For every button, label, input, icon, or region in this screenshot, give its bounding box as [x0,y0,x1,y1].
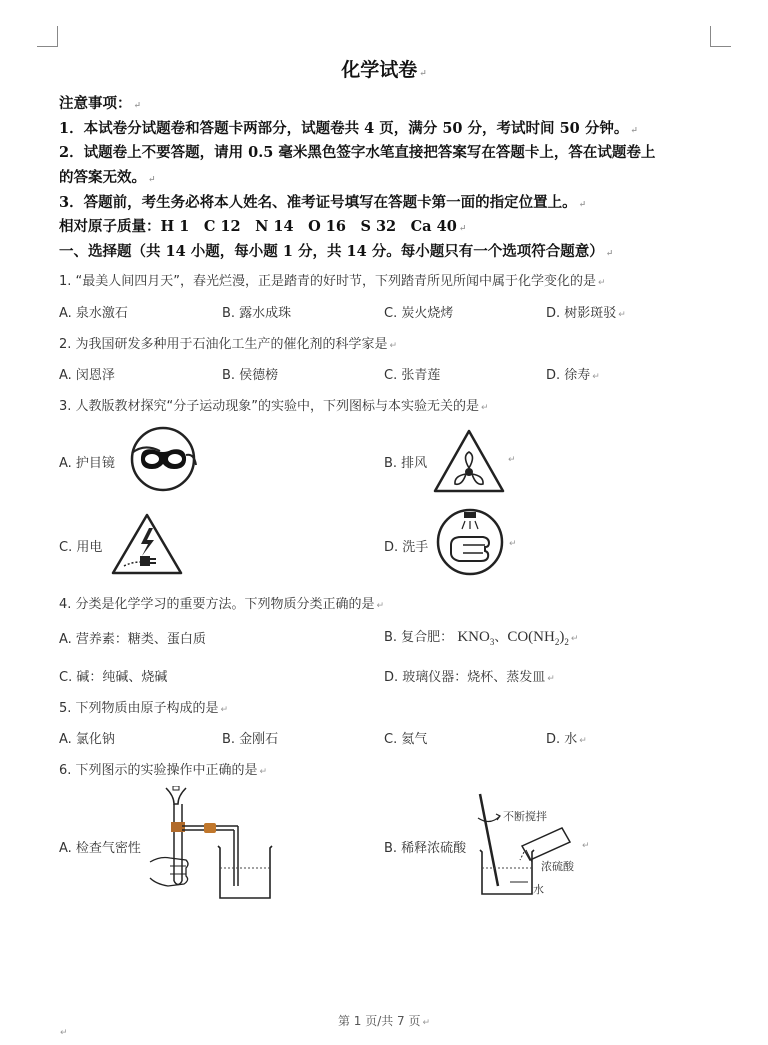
atomic-mass: 相对原子质量：H 1 C 12 N 14 O 16 S 32 Ca 40 ↵ [59,218,467,235]
notice-heading: 注意事项： ↵ [59,95,142,112]
electrical-hazard-icon [110,512,184,576]
end-para-mark: ↵ [60,1028,68,1038]
q3-option-a[interactable]: A. 护目镜 [59,456,115,471]
q1-option-d[interactable]: D. 树影斑驳 ↵ [546,306,626,321]
q2-option-c[interactable]: C. 张青莲 [384,368,441,383]
q3-b-para-mark: ↵ [508,455,516,465]
crop-mark-top-left [37,26,58,47]
notice-item-1: 1．本试卷分试题卷和答题卡两部分，试题卷共 4 页，满分 50 分，考试时间 50 分钟。 ↵ [59,120,638,137]
question-3-stem: 3. 人教版教材探究“分子运动现象”的实验中，下列图标与本实验无关的是 ↵ [59,399,489,414]
q3-d-para-mark: ↵ [509,539,517,549]
question-5-stem: 5. 下列物质由原子构成的是 ↵ [59,701,229,716]
q6-option-a[interactable]: A. 检查气密性 [59,841,141,856]
formula-kno3: $KNO_3$ [457,629,495,647]
label-concentrated-acid: 浓硫酸 [541,860,574,873]
dilute-sulfuric-acid-diagram [470,790,590,898]
label-stir: 不断搅拌 [503,810,547,823]
q5-option-b[interactable]: B. 金刚石 [222,732,279,747]
section-heading: 一、选择题（共 14 小题，每小题 1 分，共 14 分。每小题只有一个选项符合题意） ↵ [59,243,614,260]
question-2-stem: 2. 为我国研发多种用于石油化工生产的催化剂的科学家是 ↵ [59,337,398,352]
question-1-stem: 1. “最美人间四月天”，春光烂漫，正是踏青的好时节，下列踏青所见所闻中属于化学变化的是 ↵ [59,274,606,289]
q3-option-c[interactable]: C. 用电 [59,540,103,555]
notice-item-2-cont: 的答案无效。 ↵ [59,169,156,186]
question-6-stem: 6. 下列图示的实验操作中正确的是 ↵ [59,763,268,778]
label-water: 水 [533,883,544,896]
question-4-stem: 4. 分类是化学学习的重要方法。下列物质分类正确的是 ↵ [59,597,385,612]
notice-item-2: 2．试题卷上不要答题，请用 0.5 毫米黑色签字水笔直接把答案写在答题卡上，答在试题卷上 [59,144,656,161]
formula-urea: $CO(NH_2)_2$ [507,629,569,647]
exhaust-fan-icon [432,428,506,494]
q1-option-a[interactable]: A. 泉水激石 [59,306,128,321]
page-title: 化学试卷 ↵ [341,59,427,81]
notice-item-3: 3．答题前，考生务必将本人姓名、准考证号填写在答题卡第一面的指定位置上。 ↵ [59,194,587,211]
q5-option-a[interactable]: A. 氯化钠 [59,732,115,747]
q5-option-c[interactable]: C. 氦气 [384,732,428,747]
q2-option-a[interactable]: A. 闵恩泽 [59,368,115,383]
q4-option-b[interactable]: B. 复合肥： $KNO_3$、$CO(NH_2)_2$ ↵ [384,629,579,647]
crop-mark-top-right [710,26,731,47]
q1-option-c[interactable]: C. 炭火烧烤 [384,306,454,321]
q4-option-d[interactable]: D. 玻璃仪器：烧杯、蒸发皿 ↵ [384,670,555,685]
q3-option-d[interactable]: D. 洗手 [384,540,429,555]
page-footer: 第 1 页/共 7 页 ↵ [337,1014,431,1028]
q6-option-b[interactable]: B. 稀释浓硫酸 [384,841,467,856]
q6-b-para-mark: ↵ [582,841,590,851]
hand-wash-icon [435,507,505,577]
q4-option-c[interactable]: C. 碱：纯碱、烧碱 [59,670,168,685]
q3-option-b[interactable]: B. 排风 [384,456,428,471]
q2-option-d[interactable]: D. 徐寿 ↵ [546,368,600,383]
q2-option-b[interactable]: B. 侯德榜 [222,368,279,383]
q5-option-d[interactable]: D. 水 ↵ [546,732,587,747]
q4-option-a[interactable]: A. 营养素：糖类、蛋白质 [59,632,206,647]
q1-option-b[interactable]: B. 露水成珠 [222,306,292,321]
airtightness-check-diagram [146,786,276,902]
goggles-icon [124,425,202,493]
